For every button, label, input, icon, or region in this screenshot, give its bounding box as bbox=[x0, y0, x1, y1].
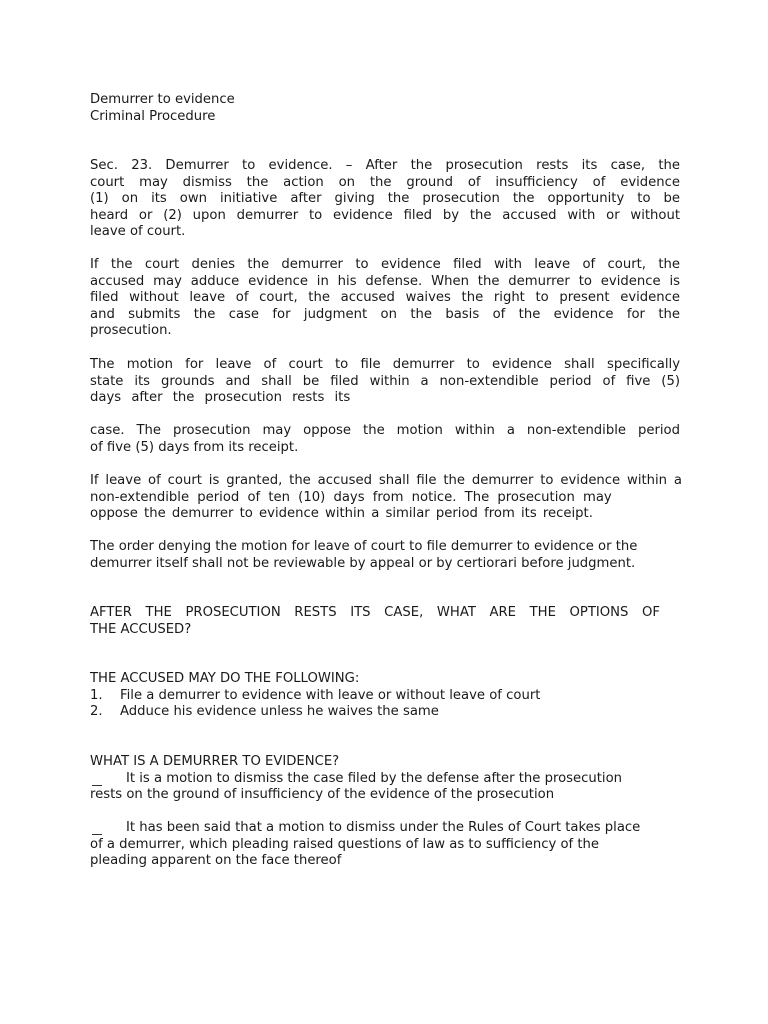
paragraph-line: leave of court. bbox=[90, 224, 186, 240]
paragraph-line: court may dismiss the action on the ground of insufficiency of evidence bbox=[90, 174, 680, 190]
bullet-line: It has been said that a motion to dismiss under the Rules of Court takes place bbox=[126, 820, 641, 835]
paragraph-line: (1) on its own initiative after giving the prosecution the opportunity to be bbox=[90, 191, 680, 207]
paragraph-line: If leave of court is granted, the accused shall file the demurrer to evidence within a bbox=[90, 473, 682, 488]
bullet-line: pleading apparent on the face thereof bbox=[90, 853, 342, 869]
paragraph-line: demurrer itself shall not be reviewable by appeal or by certiorari before judgment. bbox=[90, 555, 636, 571]
options-question bbox=[90, 605, 660, 638]
list-item bbox=[90, 688, 680, 705]
order-denying-paragraph bbox=[90, 539, 670, 572]
list-item-text: File a demurrer to evidence with leave or without leave of court bbox=[120, 687, 541, 703]
leave-granted-paragraph bbox=[90, 473, 682, 523]
what-is-demurrer-bullet-2 bbox=[90, 820, 680, 870]
paragraph-line: The order denying the motion for leave of court to file demurrer to evidence or the bbox=[90, 539, 638, 554]
question-line: AFTER THE PROSECUTION RESTS ITS CASE, WHAT ARE THE OPTIONS OF bbox=[90, 605, 660, 620]
bullet-item bbox=[90, 771, 680, 804]
court-denies-paragraph bbox=[90, 257, 680, 340]
list-item bbox=[90, 704, 680, 721]
document-subtitle: Criminal Procedure bbox=[90, 108, 216, 124]
accused-options-list bbox=[90, 671, 680, 721]
paragraph-line: case. The prosecution may oppose the motion within a non-extendible period bbox=[90, 423, 680, 438]
paragraph-line: non-extendible period of ten (10) days from notice. The prosecution may bbox=[90, 489, 612, 505]
bullet-mark-icon bbox=[92, 776, 102, 788]
prosecution-oppose-paragraph bbox=[90, 423, 680, 456]
bullet-mark-icon bbox=[92, 825, 102, 837]
document-header bbox=[90, 92, 680, 125]
bullet-line: rests on the ground of insufficiency of the evidence of the prosecution bbox=[90, 787, 555, 803]
bullet-line: It is a motion to dismiss the case filed by the defense after the prosecution bbox=[126, 770, 623, 786]
paragraph-line: prosecution. bbox=[90, 323, 172, 339]
section-heading: WHAT IS A DEMURRER TO EVIDENCE? bbox=[90, 754, 340, 769]
bullet-item bbox=[90, 820, 680, 870]
paragraph-line: The motion for leave of court to file demurrer to evidence shall specifically bbox=[90, 357, 680, 372]
motion-leave-paragraph bbox=[90, 357, 680, 407]
paragraph-line: accused may adduce evidence in his defense. When the demurrer to evidence is bbox=[90, 273, 680, 289]
list-item-number: 1. bbox=[90, 687, 103, 703]
paragraph-line: heard or (2) upon demurrer to evidence filed by the accused with or without bbox=[90, 207, 680, 223]
question-line: THE ACCUSED? bbox=[90, 621, 192, 637]
section-23-paragraph bbox=[90, 158, 680, 241]
paragraph-line: If the court denies the demurrer to evidence filed with leave of court, the bbox=[90, 257, 680, 272]
document-title: Demurrer to evidence bbox=[90, 92, 235, 107]
paragraph-line: state its grounds and shall be filed within a non-extendible period of five (5) bbox=[90, 373, 680, 389]
paragraph-line: oppose the demurrer to evidence within a similar period from its receipt. bbox=[90, 506, 593, 522]
paragraph-line: Sec. 23. Demurrer to evidence. – After the prosecution rests its case, the bbox=[90, 158, 680, 173]
list-item-text: Adduce his evidence unless he waives the same bbox=[120, 704, 439, 720]
what-is-demurrer-section bbox=[90, 754, 680, 804]
paragraph-line: filed without leave of court, the accused waives the right to present evidence bbox=[90, 290, 680, 306]
paragraph-line: days after the prosecution rests its bbox=[90, 390, 351, 406]
paragraph-line: of five (5) days from its receipt. bbox=[90, 439, 299, 455]
paragraph-line: and submits the case for judgment on the basis of the evidence for the bbox=[90, 306, 680, 322]
list-item-number: 2. bbox=[90, 704, 103, 720]
list-heading: THE ACCUSED MAY DO THE FOLLOWING: bbox=[90, 671, 360, 686]
bullet-line: of a demurrer, which pleading raised questions of law as to sufficiency of the bbox=[90, 836, 600, 852]
